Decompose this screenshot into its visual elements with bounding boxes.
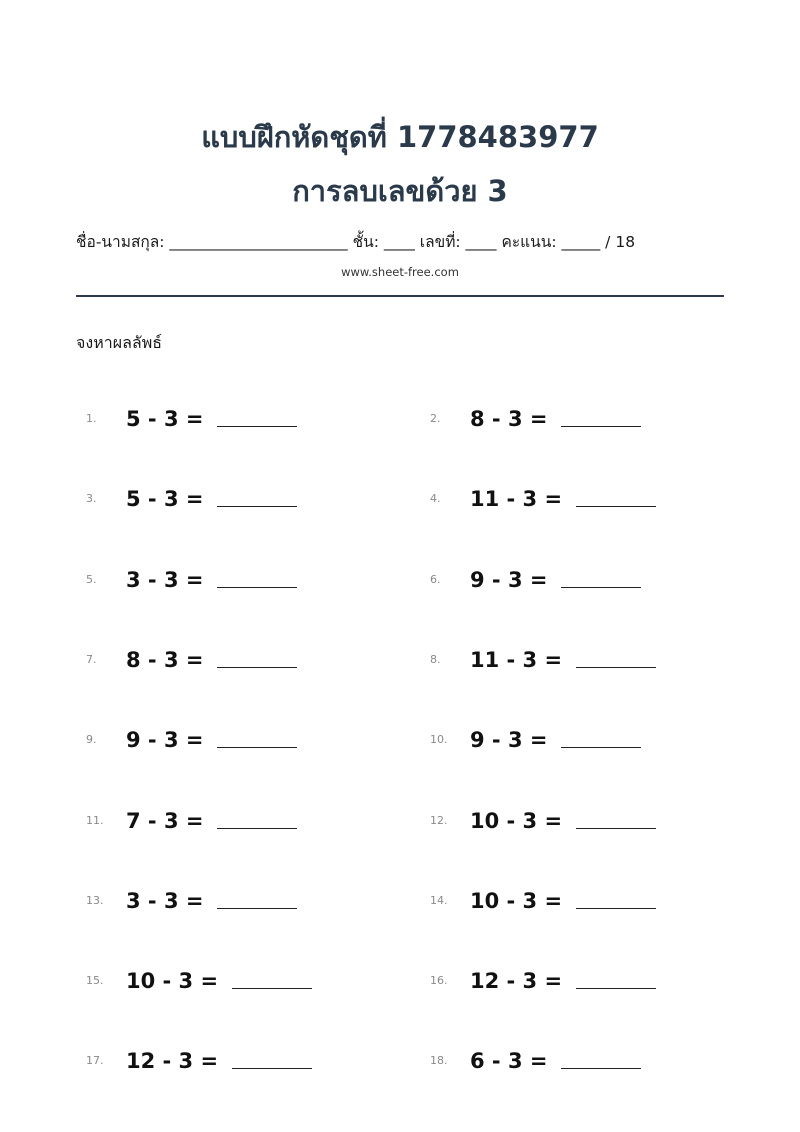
problem-expression: 10 - 3 = (470, 809, 563, 833)
answer-blank[interactable] (217, 727, 297, 748)
problem-expression-wrap (470, 486, 656, 511)
answer-blank[interactable] (561, 1048, 641, 1069)
problem-expression-wrap (126, 888, 297, 913)
answer-blank[interactable] (576, 888, 656, 909)
problem-expression-wrap (470, 406, 641, 431)
problem-expression-wrap (470, 647, 656, 672)
problem-expression-wrap (126, 406, 297, 431)
problem-number: 6. (430, 573, 441, 586)
problem-number: 1. (86, 412, 97, 425)
answer-blank[interactable] (561, 727, 641, 748)
worksheet-subtitle: การลบเลขด้วย 3 (292, 174, 508, 208)
problem-number: 7. (86, 653, 97, 666)
answer-blank[interactable] (217, 808, 297, 829)
answer-blank[interactable] (576, 647, 656, 668)
answer-blank[interactable] (576, 486, 656, 507)
problem-expression: 9 - 3 = (470, 568, 548, 592)
worksheet-title: แบบฝึกหัดชุดที่ 1778483977 (201, 120, 599, 154)
answer-blank[interactable] (217, 486, 297, 507)
problem-expression: 11 - 3 = (470, 648, 563, 672)
problem-expression-wrap (126, 968, 312, 993)
problem-number: 12. (430, 814, 448, 827)
problem-number: 13. (86, 894, 104, 907)
problem-expression: 8 - 3 = (126, 648, 204, 672)
problem-expression: 3 - 3 = (126, 889, 204, 913)
problem-expression: 8 - 3 = (470, 407, 548, 431)
problem-expression: 3 - 3 = (126, 568, 204, 592)
problem-expression: 5 - 3 = (126, 487, 204, 511)
problem-expression: 9 - 3 = (126, 728, 204, 752)
problem-expression-wrap (126, 486, 297, 511)
problem-expression-wrap (470, 727, 641, 752)
problem-number: 18. (430, 1054, 448, 1067)
problem-expression: 5 - 3 = (126, 407, 204, 431)
problem-expression: 7 - 3 = (126, 809, 204, 833)
problem-expression-wrap (126, 647, 297, 672)
answer-blank[interactable] (217, 888, 297, 909)
answer-blank[interactable] (232, 1048, 312, 1069)
answer-blank[interactable] (561, 406, 641, 427)
problem-expression: 9 - 3 = (470, 728, 548, 752)
problem-expression: 12 - 3 = (126, 1049, 219, 1073)
problem-number: 8. (430, 653, 441, 666)
problem-expression-wrap (470, 888, 656, 913)
problem-number: 14. (430, 894, 448, 907)
answer-blank[interactable] (576, 808, 656, 829)
instruction-text: จงหาผลลัพธ์ (76, 333, 163, 352)
answer-blank[interactable] (217, 406, 297, 427)
problem-expression-wrap (126, 1048, 312, 1073)
answer-blank[interactable] (576, 968, 656, 989)
answer-blank[interactable] (217, 567, 297, 588)
problem-expression-wrap (126, 727, 297, 752)
answer-blank[interactable] (232, 968, 312, 989)
problem-expression: 10 - 3 = (126, 969, 219, 993)
problem-expression-wrap (470, 567, 641, 592)
student-info-line: ชื่อ-นามสกุล: _______________________ ชั้น: ____ เลขที่: ____ คะแนน: _____ / 18 (76, 233, 636, 251)
problem-number: 2. (430, 412, 441, 425)
problem-expression-wrap (126, 808, 297, 833)
problem-number: 17. (86, 1054, 104, 1067)
answer-blank[interactable] (217, 647, 297, 668)
problem-expression-wrap (470, 968, 656, 993)
problem-number: 3. (86, 492, 97, 505)
answer-blank[interactable] (561, 567, 641, 588)
problem-expression-wrap (470, 808, 656, 833)
problem-number: 11. (86, 814, 104, 827)
problem-number: 4. (430, 492, 441, 505)
problem-expression: 12 - 3 = (470, 969, 563, 993)
problem-expression: 10 - 3 = (470, 889, 563, 913)
problem-expression: 6 - 3 = (470, 1049, 548, 1073)
problem-number: 10. (430, 733, 448, 746)
header-divider (76, 295, 724, 297)
problem-expression: 11 - 3 = (470, 487, 563, 511)
problem-expression-wrap (470, 1048, 641, 1073)
problem-number: 16. (430, 974, 448, 987)
website-label: www.sheet-free.com (341, 265, 459, 279)
problem-expression-wrap (126, 567, 297, 592)
problem-number: 15. (86, 974, 104, 987)
problem-number: 5. (86, 573, 97, 586)
problem-number: 9. (86, 733, 97, 746)
